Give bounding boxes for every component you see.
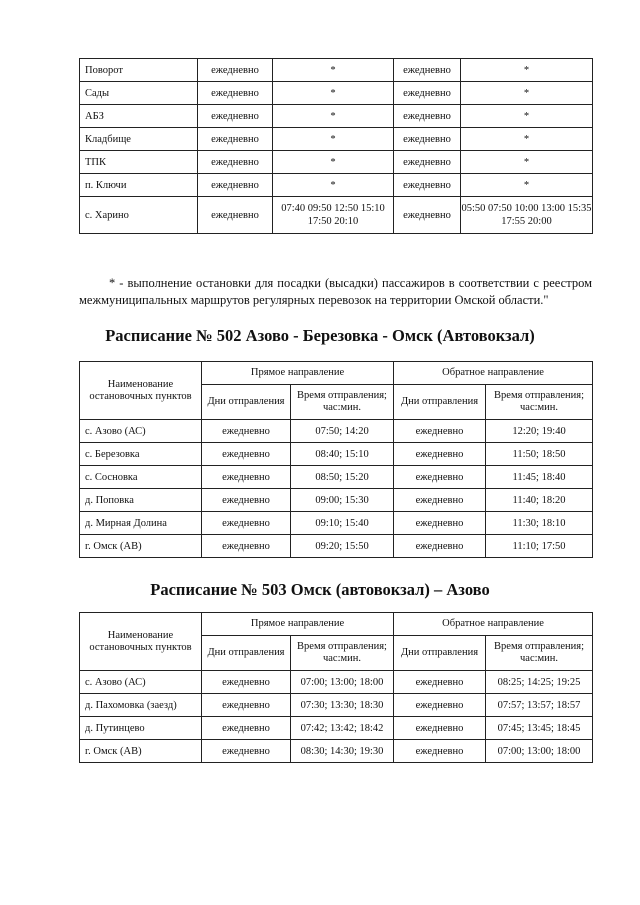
time-backward: 11:30; 18:10 [486, 512, 593, 535]
time-backward: 07:45; 13:45; 18:45 [486, 717, 593, 740]
table-row [80, 59, 593, 82]
schedule-503-title: Расписание № 503 Омск (автовокзал) – Азово [150, 580, 490, 599]
stop-name-header: Наименование остановочных пунктов [80, 613, 202, 671]
days-backward: ежедневно [394, 420, 486, 443]
footnote: * - выполнение остановки для посадки (высадки) пассажиров в соответствии с реестром межмуниципальных маршрутов регулярных перевозок на территории Омской области." [79, 275, 592, 307]
time-forward: 07:50; 14:20 [291, 420, 394, 443]
days-forward: ежедневно [202, 535, 291, 558]
time-forward: 07:42; 13:42; 18:42 [291, 717, 394, 740]
stop-name: Сады [80, 82, 198, 105]
days-forward: ежедневно [198, 59, 273, 82]
table-row [80, 512, 593, 535]
time-backward: 11:45; 18:40 [486, 466, 593, 489]
table-row [80, 466, 593, 489]
days-header: Дни отправления [394, 385, 486, 420]
time-forward: * [273, 59, 394, 82]
time-forward: 09:20; 15:50 [291, 535, 394, 558]
stop-name: д. Путинцево [80, 717, 202, 740]
days-forward: ежедневно [202, 717, 291, 740]
time-forward: * [273, 128, 394, 151]
time-backward: 11:50; 18:50 [486, 443, 593, 466]
table-row [80, 151, 593, 174]
time-backward: 07:57; 13:57; 18:57 [486, 694, 593, 717]
days-forward: ежедневно [202, 694, 291, 717]
days-forward: ежедневно [202, 671, 291, 694]
backward-header: Обратное направление [394, 362, 593, 385]
days-forward: ежедневно [198, 174, 273, 197]
backward-header: Обратное направление [394, 613, 593, 636]
stop-name: с. Азово (АС) [80, 420, 202, 443]
time-forward: 08:40; 15:10 [291, 443, 394, 466]
days-backward: ежедневно [394, 151, 461, 174]
stop-name: д. Пахомовка (заезд) [80, 694, 202, 717]
schedule-502-title: Расписание № 502 Азово - Березовка - Омск (Автовокзал) [105, 326, 535, 345]
table-row [80, 128, 593, 151]
stop-name: ТПК [80, 151, 198, 174]
table-row [80, 82, 593, 105]
time-backward: 11:40; 18:20 [486, 489, 593, 512]
table-row [80, 197, 593, 234]
stop-name: п. Ключи [80, 174, 198, 197]
time-forward: 09:00; 15:30 [291, 489, 394, 512]
days-backward: ежедневно [394, 671, 486, 694]
time-backward: 07:00; 13:00; 18:00 [486, 740, 593, 763]
time-backward: 08:25; 14:25; 19:25 [486, 671, 593, 694]
stop-name: Поворот [80, 59, 198, 82]
days-header: Дни отправления [202, 636, 291, 671]
stop-name: с. Харино [80, 197, 198, 234]
time-backward: 05:50 07:50 10:00 13:00 15:35 17:55 20:00 [461, 197, 593, 234]
table-row [80, 717, 593, 740]
forward-header: Прямое направление [202, 613, 394, 636]
days-backward: ежедневно [394, 59, 461, 82]
days-backward: ежедневно [394, 82, 461, 105]
time-forward: 08:50; 15:20 [291, 466, 394, 489]
stop-name: с. Азово (АС) [80, 671, 202, 694]
time-header: Время отправления; час:мин. [291, 636, 394, 671]
header-row [80, 613, 593, 636]
time-forward: * [273, 151, 394, 174]
time-forward: 07:30; 13:30; 18:30 [291, 694, 394, 717]
days-forward: ежедневно [202, 466, 291, 489]
table-row [80, 694, 593, 717]
table-row [80, 740, 593, 763]
stop-name: г. Омск (АВ) [80, 535, 202, 558]
table-row [80, 105, 593, 128]
days-backward: ежедневно [394, 174, 461, 197]
days-backward: ежедневно [394, 535, 486, 558]
stop-name: с. Березовка [80, 443, 202, 466]
time-forward: * [273, 174, 394, 197]
time-forward: 07:40 09:50 12:50 15:10 17:50 20:10 [273, 197, 394, 234]
table-row [80, 443, 593, 466]
days-backward: ежедневно [394, 694, 486, 717]
days-backward: ежедневно [394, 466, 486, 489]
top-schedule-table [79, 58, 593, 234]
time-backward: * [461, 151, 593, 174]
time-header: Время отправления; час:мин. [291, 385, 394, 420]
days-forward: ежедневно [202, 740, 291, 763]
days-forward: ежедневно [202, 443, 291, 466]
time-forward: 08:30; 14:30; 19:30 [291, 740, 394, 763]
stop-name: АБЗ [80, 105, 198, 128]
days-backward: ежедневно [394, 443, 486, 466]
time-forward: * [273, 82, 394, 105]
days-backward: ежедневно [394, 489, 486, 512]
days-backward: ежедневно [394, 105, 461, 128]
days-forward: ежедневно [198, 82, 273, 105]
days-forward: ежедневно [198, 151, 273, 174]
time-backward: * [461, 59, 593, 82]
stop-name: г. Омск (АВ) [80, 740, 202, 763]
stop-name-header: Наименование остановочных пунктов [80, 362, 202, 420]
time-backward: * [461, 82, 593, 105]
stop-name: Кладбище [80, 128, 198, 151]
time-header: Время отправления; час:мин. [486, 385, 593, 420]
table-row [80, 174, 593, 197]
time-backward: * [461, 174, 593, 197]
time-header: Время отправления; час:мин. [486, 636, 593, 671]
time-forward: 09:10; 15:40 [291, 512, 394, 535]
schedule-503-table [79, 612, 593, 763]
days-forward: ежедневно [202, 489, 291, 512]
days-forward: ежедневно [198, 128, 273, 151]
schedule-502-table [79, 361, 593, 558]
days-backward: ежедневно [394, 717, 486, 740]
table-row [80, 535, 593, 558]
days-backward: ежедневно [394, 512, 486, 535]
time-backward: * [461, 128, 593, 151]
days-forward: ежедневно [198, 105, 273, 128]
time-backward: 11:10; 17:50 [486, 535, 593, 558]
time-forward: * [273, 105, 394, 128]
stop-name: д. Поповка [80, 489, 202, 512]
time-backward: * [461, 105, 593, 128]
time-backward: 12:20; 19:40 [486, 420, 593, 443]
days-backward: ежедневно [394, 128, 461, 151]
table-row [80, 420, 593, 443]
days-backward: ежедневно [394, 197, 461, 234]
stop-name: д. Мирная Долина [80, 512, 202, 535]
table-row [80, 671, 593, 694]
days-header: Дни отправления [394, 636, 486, 671]
days-forward: ежедневно [202, 512, 291, 535]
header-row [80, 362, 593, 385]
days-header: Дни отправления [202, 385, 291, 420]
days-backward: ежедневно [394, 740, 486, 763]
stop-name: с. Сосновка [80, 466, 202, 489]
forward-header: Прямое направление [202, 362, 394, 385]
days-forward: ежедневно [202, 420, 291, 443]
table-row [80, 489, 593, 512]
time-forward: 07:00; 13:00; 18:00 [291, 671, 394, 694]
days-forward: ежедневно [198, 197, 273, 234]
